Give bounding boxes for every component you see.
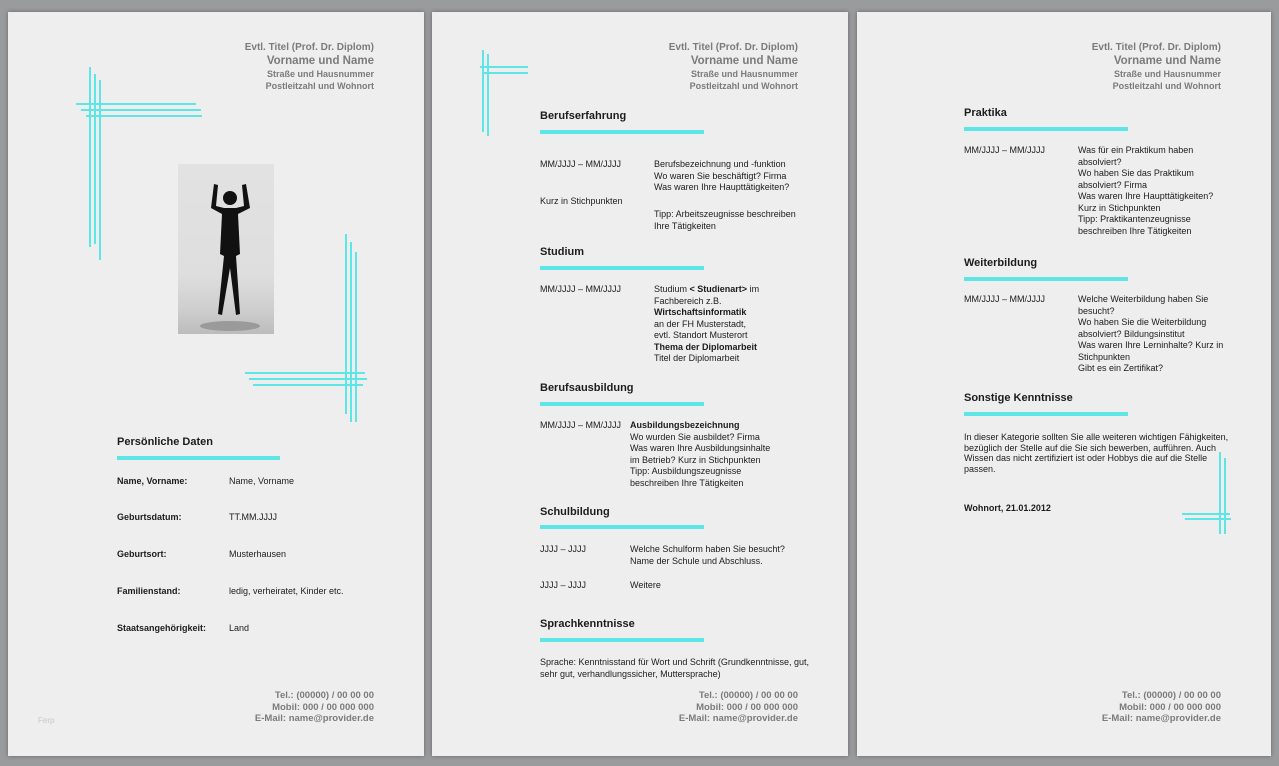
school-date-1: JJJJ – JJJJ <box>540 544 587 554</box>
further-education-details: Welche Weiterbildung haben Sie besucht? Wo haben Sie die Weiterbildung absolviert? Bildungsinstitut Was waren Ihre Lerninhalte? Kurz in Stichpunkten Gibt es ein Zertifikat? <box>1078 294 1224 373</box>
footer-tel: Tel.: (00000) / 00 00 00 <box>1121 690 1221 701</box>
watermark: Ferp <box>38 716 55 725</box>
experience-note: Kurz in Stichpunkten <box>540 196 623 206</box>
page-footer <box>255 690 374 725</box>
footer-mobil: Mobil: 000 / 00 000 000 <box>696 701 798 713</box>
personal-label-marital: Familienstand: <box>117 586 181 596</box>
header-title: Evtl. Titel (Prof. Dr. Diplom) <box>1091 42 1221 53</box>
header-name: Vorname und Name <box>690 55 798 67</box>
page-header <box>1092 42 1221 92</box>
personal-label-name: Name, Vorname: <box>117 476 188 486</box>
personal-value-nationality: Land <box>229 623 250 633</box>
section-underline <box>117 456 280 460</box>
header-name: Vorname und Name <box>266 55 374 67</box>
apprenticeship-details: Ausbildungsbezeichnung Wo wurden Sie ausbildet? Firma Was waren Ihre Ausbildungsinhalte im Betrieb? Kurz in Stichpunkten Tipp: Ausbildungszeugnisse beschreiben Ihre Tätigkeiten <box>630 420 771 488</box>
studies-date: MM/JJJJ – MM/JJJJ <box>540 284 621 294</box>
section-heading-other-skills: Sonstige Kenntnisse <box>964 392 1073 404</box>
school-date-2: JJJJ – JJJJ <box>540 580 587 590</box>
person-silhouette-icon <box>178 164 274 334</box>
footer-email: E-Mail: name@provider.de <box>254 713 374 724</box>
section-heading-further-education: Weiterbildung <box>964 257 1038 269</box>
place-date: Wohnort, 21.01.2012 <box>964 503 1051 513</box>
applicant-photo <box>178 164 274 334</box>
section-underline <box>540 638 704 642</box>
footer-mobil: Mobil: 000 / 00 000 000 <box>1119 701 1221 713</box>
experience-details: Berufsbezeichnung und -funktion Wo waren Sie beschäftigt? Firma Was waren Ihre Haupttätigkeiten? <box>654 159 790 192</box>
section-underline <box>964 127 1128 131</box>
section-underline <box>964 277 1128 281</box>
personal-value-name: Name, Vorname <box>229 476 295 486</box>
experience-date: MM/JJJJ – MM/JJJJ <box>540 159 621 169</box>
internship-details: Was für ein Praktikum haben absolviert? Wo haben Sie das Praktikum absolviert? Firma Was waren Ihre Haupttätigkeiten? Kurz in Stichpunkten Tipp: Praktikantenzeugnisse beschreiben Ihre Tätigkeiten <box>1078 145 1214 236</box>
apprenticeship-date: MM/JJJJ – MM/JJJJ <box>540 420 621 430</box>
footer-email: E-Mail: name@provider.de <box>1101 713 1221 724</box>
languages-details: Sprache: Kenntnisstand für Wort und Schrift (Grundkenntnisse, gut, sehr gut, verhandlungssicher, Muttersprache) <box>540 657 809 679</box>
section-underline <box>964 412 1128 416</box>
header-name: Vorname und Name <box>1113 55 1221 67</box>
personal-label-nationality: Staatsangehörigkeit: <box>117 623 207 633</box>
header-street: Straße und Hausnummer <box>1113 69 1221 79</box>
header-title: Evtl. Titel (Prof. Dr. Diplom) <box>668 42 798 53</box>
header-street: Straße und Hausnummer <box>266 69 374 79</box>
personal-label-birthdate: Geburtsdatum: <box>117 512 182 522</box>
resume-page-2 <box>432 12 848 756</box>
section-underline <box>540 130 704 134</box>
experience-tip: Tipp: Arbeitszeugnisse beschreiben Ihre Tätigkeiten <box>654 209 796 231</box>
header-city: Postleitzahl und Wohnort <box>1112 81 1221 91</box>
personal-value-marital: ledig, verheiratet, Kinder etc. <box>229 586 344 596</box>
section-heading-studies: Studium <box>540 246 584 258</box>
footer-tel: Tel.: (00000) / 00 00 00 <box>698 690 798 701</box>
personal-label-birthplace: Geburtsort: <box>117 549 167 559</box>
internship-date: MM/JJJJ – MM/JJJJ <box>964 145 1045 155</box>
header-city: Postleitzahl und Wohnort <box>689 81 798 91</box>
other-skills-text: In dieser Kategorie sollten Sie alle weiteren wichtigen Fähigkeiten, bezüglich der Stelle auf die Sie sich bewerben, aufführen. Auch Wissen das nicht zertifiziert ist oder Hobbys die auf die Stelle passen. <box>964 432 1229 474</box>
school-details-1: Welche Schulform haben Sie besucht? Name der Schule und Abschluss. <box>630 544 785 566</box>
section-heading-personal: Persönliche Daten <box>117 436 213 448</box>
page-footer <box>679 690 798 725</box>
further-education-date: MM/JJJJ – MM/JJJJ <box>964 294 1045 304</box>
section-heading-internships: Praktika <box>964 107 1007 119</box>
section-underline <box>540 402 704 406</box>
footer-email: E-Mail: name@provider.de <box>678 713 798 724</box>
header-city: Postleitzahl und Wohnort <box>265 81 374 91</box>
section-heading-school: Schulbildung <box>540 506 610 518</box>
footer-mobil: Mobil: 000 / 00 000 000 <box>272 701 374 713</box>
header-title: Evtl. Titel (Prof. Dr. Diplom) <box>244 42 374 53</box>
page-footer <box>1102 690 1221 725</box>
school-details-2: Weitere <box>630 580 661 590</box>
page-header <box>669 42 798 92</box>
resume-page-1 <box>8 12 424 756</box>
section-heading-apprenticeship: Berufsausbildung <box>540 382 634 394</box>
footer-tel: Tel.: (00000) / 00 00 00 <box>274 690 374 701</box>
header-street: Straße und Hausnummer <box>690 69 798 79</box>
studies-details: Studium < Studienart> im Fachbereich z.B. Wirtschaftsinformatik an der FH Musterstadt, evtl. Standort Musterort Thema der Diplomarbeit Titel der Diplomarbeit <box>654 284 760 363</box>
section-underline <box>540 525 704 529</box>
personal-value-birthdate: TT.MM.JJJJ <box>229 512 277 522</box>
resume-page-3 <box>857 12 1271 756</box>
personal-value-birthplace: Musterhausen <box>229 549 287 559</box>
section-heading-experience: Berufserfahrung <box>540 110 627 122</box>
section-heading-languages: Sprachkenntnisse <box>540 618 635 630</box>
section-underline <box>540 266 704 270</box>
page-header <box>245 42 374 92</box>
